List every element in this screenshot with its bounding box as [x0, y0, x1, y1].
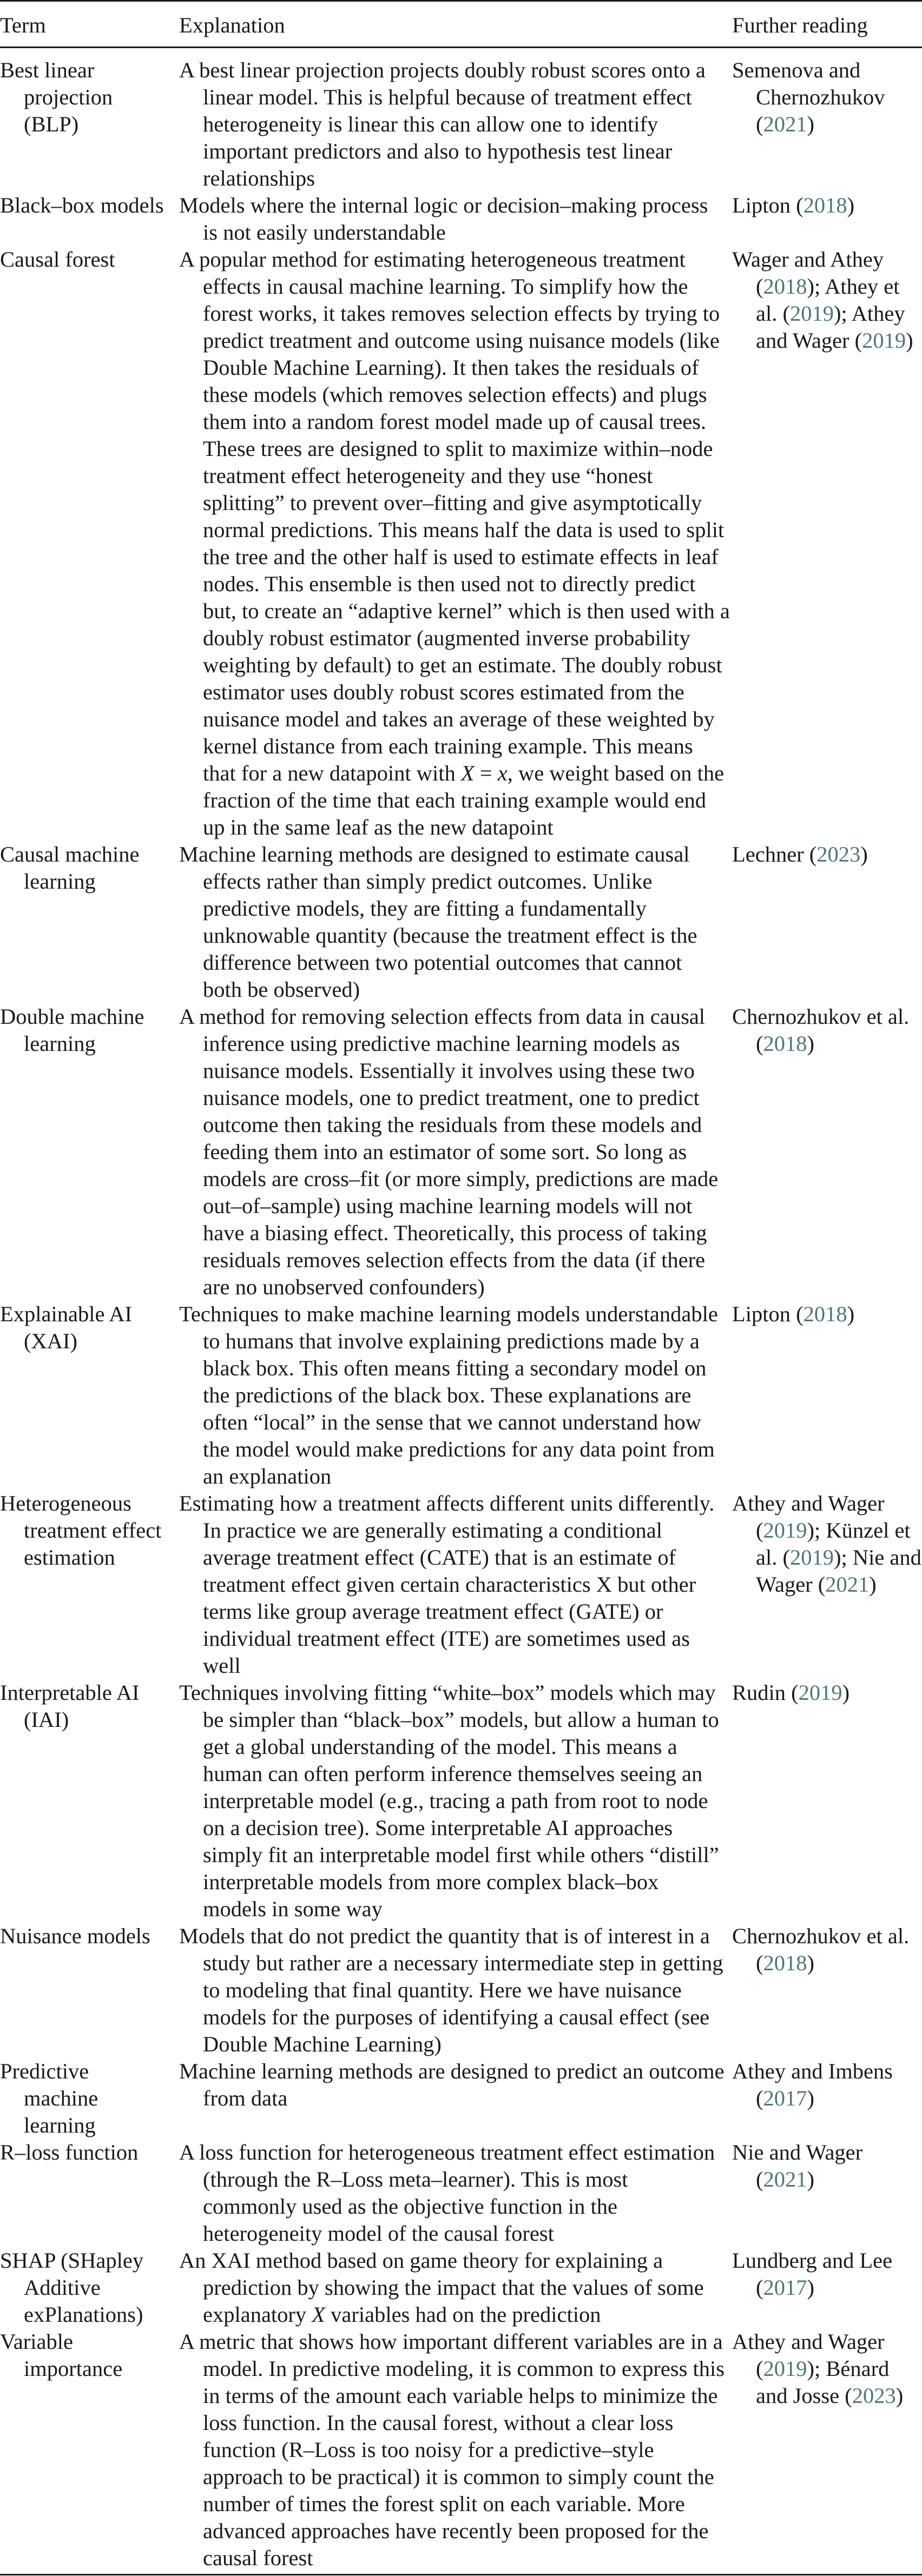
further-reading-cell: [732, 841, 922, 868]
explanation-line: Techniques involving fitting “white–box” models which may: [179, 1680, 716, 1705]
citation-year-link[interactable]: 2017: [763, 2275, 807, 2300]
explanation-line: doubly robust estimator (augmented inverse probability: [203, 626, 690, 650]
term-cell: [0, 2247, 179, 2328]
explanation-line: weighting by default) to get an estimate. The doubly robust: [203, 653, 722, 677]
explanation-cell: [179, 2139, 732, 2247]
explanation-line: In practice we are generally estimating a conditional: [203, 1518, 662, 1542]
text-segment: (: [756, 2167, 763, 2191]
explanation-line: Double Machine Learning): [203, 2032, 442, 2056]
term-line: treatment effect: [24, 1518, 162, 1542]
text-segment: al. (: [756, 301, 790, 326]
term-line: R–loss function: [0, 2140, 139, 2164]
term-line: (BLP): [24, 112, 79, 136]
reading-line: [732, 1517, 922, 1544]
term-cell: [0, 841, 179, 895]
explanation-line: to modeling that final quantity. Here we have nuisance: [203, 1978, 682, 2002]
explanation-line: the tree and the other half is used to estimate effects in leaf: [203, 545, 719, 569]
explanation-line: inference using predictive machine learning models as: [203, 1031, 680, 1056]
header-further-reading: Further reading: [732, 13, 868, 37]
reading-line: [732, 2085, 922, 2112]
explanation-line: effects in causal machine learning. To simplify how the: [203, 274, 688, 299]
explanation-cell: [179, 246, 732, 841]
explanation-line: the predictions of the black box. These explanations are: [203, 1383, 692, 1407]
table-header-rule: [0, 47, 922, 48]
table-row: [0, 192, 922, 246]
explanation-line: Models where the internal logic or decision–making process: [179, 193, 708, 217]
explanation-line: these models (which removes selection effects) and plugs: [203, 382, 707, 407]
term-line: Causal forest: [0, 247, 115, 271]
reading-line: Chernozhukov et al.: [732, 1004, 910, 1029]
citation-year-link[interactable]: 2018: [803, 1302, 847, 1326]
further-reading-cell: [732, 57, 922, 138]
explanation-line: nuisance models. Essentially it involves using these two: [203, 1058, 695, 1083]
term-cell: [0, 1490, 179, 1571]
text-segment: (: [756, 1951, 763, 1975]
term-line: (XAI): [24, 1329, 77, 1353]
reading-line: [732, 273, 922, 300]
explanation-line: are no unobserved confounders): [203, 1275, 485, 1299]
explanation-line: simply fit an interpretable model first while others “distill”: [203, 1843, 719, 1867]
term-cell: [0, 192, 179, 219]
reading-line: Athey and Wager: [732, 1491, 885, 1515]
text-segment: ): [807, 2167, 814, 2191]
explanation-line: causal forest: [203, 2546, 313, 2570]
explanation-line: is not easily understandable: [203, 220, 446, 244]
explanation-line: [179, 2301, 732, 2328]
reading-line: Nie and Wager: [732, 2140, 863, 2164]
math-variable: x: [497, 761, 508, 785]
further-reading-cell: [732, 2328, 922, 2409]
text-segment: , we weight based on the: [507, 761, 725, 785]
explanation-line: Machine learning methods are designed to estimate causal: [179, 842, 690, 866]
explanation-line: nuisance models, one to predict treatment, one to predict: [203, 1085, 700, 1110]
text-segment: (: [756, 2275, 763, 2300]
term-line: (IAI): [24, 1707, 69, 1732]
explanation-line: kernel distance from each training example. This means: [203, 734, 693, 758]
explanation-line: commonly used as the objective function in the: [203, 2194, 617, 2219]
term-line: SHAP (SHapley: [0, 2248, 144, 2273]
explanation-line: fraction of the time that each training example would end: [203, 788, 707, 812]
term-line: Additive: [24, 2275, 101, 2300]
reading-line: [732, 2166, 922, 2193]
explanation-line: unknowable quantity (because the treatment effect is the: [203, 923, 697, 948]
text-segment: ): [847, 193, 855, 217]
explanation-line: models in some way: [203, 1897, 383, 1921]
term-line: Double machine: [0, 1004, 144, 1029]
term-cell: [0, 57, 179, 138]
explanation-line: estimator uses doubly robust scores estimated from the: [203, 680, 684, 704]
text-segment: ); Athey et: [807, 274, 900, 299]
term-cell: [0, 1923, 179, 1950]
explanation-line: out–of–sample) using machine learning models will not: [203, 1194, 693, 1218]
explanation-line: get a global understanding of the model. This means a: [203, 1734, 677, 1759]
explanation-line: loss function. In the causal forest, without a clear loss: [203, 2411, 674, 2435]
explanation-line: splitting” to prevent over–fitting and give asymptotically: [203, 491, 702, 515]
table-row: [0, 246, 922, 841]
reading-line: Wager and Athey: [732, 247, 884, 271]
text-segment: Lipton (: [732, 193, 804, 217]
citation-year-link[interactable]: 2017: [763, 2086, 807, 2110]
explanation-line: feeding them into an estimator of some sort. So long as: [203, 1140, 687, 1164]
table-row: [0, 2139, 922, 2247]
explanation-line: interpretable models from more complex black–box: [203, 1870, 659, 1894]
further-reading-cell: [732, 1003, 922, 1057]
text-segment: ); Künzel et: [807, 1518, 911, 1542]
reading-line: Chernozhukov: [756, 85, 885, 109]
text-segment: ): [860, 842, 868, 866]
explanation-line: heterogeneity model of the causal forest: [203, 2221, 554, 2246]
text-segment: =: [474, 761, 498, 785]
further-reading-cell: [732, 246, 922, 354]
citation-year-link[interactable]: 2021: [763, 2167, 807, 2191]
explanation-cell: [179, 1679, 732, 1923]
reading-line: Lundberg and Lee: [732, 2248, 893, 2273]
term-line: Nuisance models: [0, 1924, 150, 1948]
reading-line: [732, 2355, 922, 2382]
text-segment: (: [756, 112, 763, 136]
reading-line: [732, 1030, 922, 1057]
explanation-line: models for the purposes of identifying a causal effect (see: [203, 2005, 710, 2029]
explanation-line: an explanation: [203, 1464, 332, 1488]
citation-year-link[interactable]: 2021: [825, 1572, 870, 1597]
explanation-line: A loss function for heterogeneous treatment effect estimation: [179, 2140, 715, 2164]
explanation-line: outcome then taking the residuals from these models and: [203, 1112, 702, 1137]
text-segment: ): [807, 2275, 814, 2300]
reading-line: [732, 1301, 922, 1328]
text-segment: ); Athey: [833, 301, 905, 326]
explanation-line: (through the R–Loss meta–learner). This is most: [203, 2167, 628, 2191]
explanation-line: human can often perform inference themselves seeing an: [203, 1762, 703, 1786]
table-row: [0, 1301, 922, 1490]
explanation-line: have a biasing effect. Theoretically, this process of taking: [203, 1221, 707, 1245]
term-line: Heterogeneous: [0, 1491, 131, 1515]
term-cell: [0, 1301, 179, 1355]
explanation-line: treatment effect heterogeneity and they use “honest: [203, 463, 653, 488]
explanation-line: effects rather than simply predict outcomes. Unlike: [203, 869, 653, 893]
term-line: Causal machine: [0, 842, 140, 866]
math-variable: X: [312, 2302, 326, 2327]
text-segment: ): [895, 2383, 904, 2408]
table-row: [0, 841, 922, 1003]
explanation-cell: [179, 1003, 732, 1301]
term-line: Black–box models: [0, 193, 164, 217]
explanation-line: Techniques to make machine learning models understandable: [179, 1302, 718, 1326]
term-line: estimation: [24, 1545, 115, 1570]
explanation-line: forest works, it takes removes selection effects by trying to: [203, 301, 720, 326]
explanation-cell: [179, 1923, 732, 2058]
reading-line: Chernozhukov et al.: [732, 1924, 910, 1948]
term-line: exPlanations): [24, 2302, 143, 2327]
term-cell: [0, 1003, 179, 1057]
reading-line: Athey and Wager: [732, 2329, 885, 2354]
explanation-line: Models that do not predict the quantity that is of interest in a: [179, 1924, 710, 1948]
explanation-line: A method for removing selection effects from data in causal: [179, 1004, 706, 1029]
term-line: learning: [24, 2113, 96, 2137]
reading-line: [732, 300, 922, 327]
explanation-line: A popular method for estimating heterogeneous treatment: [179, 247, 686, 271]
term-cell: [0, 2139, 179, 2166]
explanation-line: on a decision tree). Some interpretable AI approaches: [203, 1816, 673, 1840]
header-explanation: Explanation: [179, 13, 285, 37]
explanation-line: interpretable model (e.g., tracing a path from root to node: [203, 1789, 708, 1813]
explanation-line: average treatment effect (CATE) that is an estimate of: [203, 1545, 676, 1570]
explanation-line: Double Machine Learning). It then takes the residuals of: [203, 355, 699, 380]
citation-year-link[interactable]: 2019: [789, 1545, 834, 1570]
explanation-line: relationships: [203, 166, 315, 190]
text-segment: ); Nie and: [833, 1545, 921, 1570]
explanation-line: normal predictions. This means half the data is used to split: [203, 518, 725, 542]
explanation-line: well: [203, 1653, 241, 1678]
explanation-line: difference between two potential outcomes that cannot: [203, 950, 682, 975]
explanation-line: from data: [203, 2086, 288, 2110]
table-row: [0, 1923, 922, 2058]
explanation-line: model. In predictive modeling, it is common to express this: [203, 2356, 725, 2381]
citation-year-link[interactable]: 2023: [816, 842, 861, 866]
term-line: Best linear: [0, 58, 95, 82]
explanation-line: residuals removes selection effects from the data (if there: [203, 1248, 706, 1272]
explanation-line: heterogeneity is linear this can allow one to identify: [203, 112, 658, 136]
explanation-cell: [179, 2247, 732, 2328]
text-segment: ): [847, 1302, 855, 1326]
citation-year-link[interactable]: 2018: [763, 274, 807, 299]
reading-line: [732, 1571, 922, 1598]
reading-line: Athey and Imbens: [732, 2059, 893, 2083]
explanation-line: predict treatment and outcome using nuisance models (like: [203, 328, 720, 353]
explanation-line: predictive models, they are fitting a fundamentally: [203, 896, 647, 921]
term-line: learning: [24, 869, 96, 893]
citation-year-link[interactable]: 2018: [803, 193, 847, 217]
reading-line: [732, 111, 922, 138]
text-segment: al. (: [756, 1545, 790, 1570]
term-line: Variable: [0, 2329, 73, 2354]
text-segment: that for a new datapoint with: [203, 761, 461, 785]
citation-year-link[interactable]: 2019: [789, 301, 834, 326]
explanation-cell: [179, 2058, 732, 2112]
further-reading-cell: [732, 2139, 922, 2193]
text-segment: explanatory: [203, 2302, 312, 2327]
citation-year-link[interactable]: 2021: [763, 112, 807, 136]
math-variable: X: [460, 761, 475, 785]
citation-year-link[interactable]: 2018: [763, 1031, 807, 1056]
further-reading-cell: [732, 1301, 922, 1328]
text-segment: Wager (: [756, 1572, 826, 1597]
term-line: projection: [24, 85, 113, 109]
reading-line: [732, 1544, 922, 1571]
explanation-line: approach to be practical) it is common to simply count the: [203, 2465, 714, 2489]
reading-line: [732, 1679, 922, 1706]
text-segment: ): [807, 2086, 814, 2110]
reading-line: Semenova and: [732, 58, 861, 82]
explanation-line: function (R–Loss is too noisy for a predictive–style: [203, 2438, 654, 2462]
reading-line: [732, 1950, 922, 1977]
explanation-line: both be observed): [203, 977, 360, 1002]
explanation-line: linear model. This is helpful because of treatment effect: [203, 85, 692, 109]
text-segment: ); Bénard: [807, 2356, 890, 2381]
reading-line: [732, 192, 922, 219]
explanation-line: terms like group average treatment effect (GATE) or: [203, 1599, 663, 1624]
explanation-line: Estimating how a treatment affects different units differently.: [179, 1491, 715, 1515]
explanation-line: nuisance model and takes an average of these weighted by: [203, 707, 715, 731]
text-segment: Lechner (: [732, 842, 817, 866]
text-segment: and Wager (: [756, 328, 862, 353]
table-row: [0, 2328, 922, 2572]
citation-year-link[interactable]: 2018: [763, 1951, 807, 1975]
text-segment: (: [756, 1518, 763, 1542]
further-reading-cell: [732, 1923, 922, 1977]
text-segment: (: [756, 274, 763, 299]
text-segment: Rudin (: [732, 1680, 799, 1705]
explanation-cell: [179, 192, 732, 246]
explanation-line: in terms of the amount each variable helps to minimize the: [203, 2383, 718, 2408]
explanation-line: Machine learning methods are designed to predict an outcome: [179, 2059, 725, 2083]
further-reading-cell: [732, 2247, 922, 2301]
explanation-line: be simpler than “black–box” models, but allow a human to: [203, 1707, 719, 1732]
table-row: [0, 2247, 922, 2328]
table-top-rule: [0, 0, 922, 2]
explanation-line: them into a random forest model made up of causal trees.: [203, 409, 707, 434]
table-bottom-rule: [0, 2574, 922, 2575]
text-segment: Lipton (: [732, 1302, 804, 1326]
table-row: [0, 2058, 922, 2139]
text-segment: (: [756, 2356, 763, 2381]
table-header: [0, 12, 922, 39]
term-line: Predictive: [0, 2059, 89, 2083]
explanation-line: These trees are designed to split to maximize within–node: [203, 436, 713, 461]
explanation-cell: [179, 2328, 732, 2572]
text-segment: variables had on the prediction: [325, 2302, 601, 2327]
text-segment: ): [807, 112, 814, 136]
text-segment: ): [869, 1572, 877, 1597]
citation-year-link[interactable]: 2023: [852, 2383, 896, 2408]
further-reading-cell: [732, 1490, 922, 1598]
explanation-line: A metric that shows how important different variables are in a: [179, 2329, 723, 2354]
explanation-line: to humans that involve explaining predictions made by a: [203, 1329, 700, 1353]
explanation-cell: [179, 1301, 732, 1490]
explanation-cell: [179, 1490, 732, 1679]
explanation-line: nodes. This ensemble is then used not to directly predict: [203, 572, 696, 596]
explanation-line: the model would make predictions for any data point from: [203, 1437, 715, 1461]
term-cell: [0, 2058, 179, 2139]
term-cell: [0, 2328, 179, 2382]
explanation-line: individual treatment effect (ITE) are sometimes used as: [203, 1626, 690, 1651]
reading-line: [732, 2274, 922, 2301]
explanation-line: up in the same leaf as the new datapoint: [203, 815, 554, 839]
explanation-cell: [179, 57, 732, 192]
text-segment: (: [756, 2086, 763, 2110]
explanation-line: study but rather are a necessary intermediate step in getting: [203, 1951, 723, 1975]
term-cell: [0, 246, 179, 273]
text-segment: (: [756, 1031, 763, 1056]
table-row: [0, 1679, 922, 1923]
reading-line: [732, 327, 922, 354]
text-segment: and Josse (: [756, 2383, 852, 2408]
explanation-line: A best linear projection projects doubly robust scores onto a: [179, 58, 706, 82]
text-segment: ): [842, 1680, 850, 1705]
explanation-line: number of times the forest split on each variable. More: [203, 2492, 685, 2516]
citation-year-link[interactable]: 2019: [862, 328, 906, 353]
table-row: [0, 1003, 922, 1301]
further-reading-cell: [732, 2058, 922, 2112]
explanation-line: but, to create an “adaptive kernel” which is then used with a: [203, 599, 730, 623]
further-reading-cell: [732, 1679, 922, 1706]
explanation-line: prediction by showing the impact that the values of some: [203, 2275, 704, 2300]
explanation-line: advanced approaches have recently been proposed for the: [203, 2519, 709, 2543]
header-term: Term: [0, 13, 46, 37]
table-row: [0, 57, 922, 192]
explanation-line: important predictors and also to hypothesis test linear: [203, 139, 673, 163]
explanation-line: black box. This often means fitting a secondary model on: [203, 1356, 707, 1380]
explanation-line: [179, 760, 732, 787]
further-reading-cell: [732, 192, 922, 219]
text-segment: ): [807, 1031, 814, 1056]
term-line: importance: [24, 2356, 123, 2381]
explanation-line: often “local” in the sense that we cannot understand how: [203, 1410, 702, 1434]
term-line: Explainable AI: [0, 1302, 133, 1326]
glossary-table-body: [0, 57, 922, 2572]
term-cell: [0, 1679, 179, 1733]
table-row: [0, 1490, 922, 1679]
citation-year-link[interactable]: 2019: [798, 1680, 842, 1705]
text-segment: ): [906, 328, 913, 353]
explanation-cell: [179, 841, 732, 1003]
term-line: machine: [24, 2086, 98, 2110]
reading-line: [732, 2382, 922, 2409]
explanation-line: models are cross–fit (or more simply, predictions are made: [203, 1167, 719, 1191]
reading-line: [732, 841, 922, 868]
citation-year-link[interactable]: 2019: [763, 1518, 807, 1542]
explanation-line: treatment effect given certain characteristics X but other: [203, 1572, 696, 1597]
citation-year-link[interactable]: 2019: [763, 2356, 807, 2381]
explanation-line: An XAI method based on game theory for explaining a: [179, 2248, 663, 2273]
term-line: learning: [24, 1031, 96, 1056]
term-line: Interpretable AI: [0, 1680, 140, 1705]
text-segment: ): [807, 1951, 814, 1975]
